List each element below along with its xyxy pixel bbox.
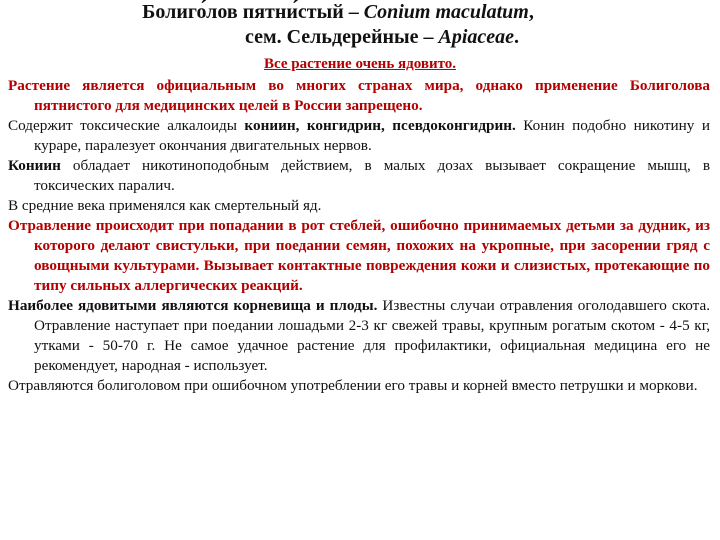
body-text [8,76,710,396]
paragraph-misuse: Отравляются болиголовом при ошибочном употреблении его травы и корней вместо петрушки и моркови. [8,377,698,394]
paragraph-history: В средние века применялся как смертельный яд. [8,197,322,214]
title-russian-name: Болиго́лов пятни́стый – [142,1,364,23]
paragraph-alkaloids [8,116,710,156]
alkaloids-list: кониин, конгидрин, псевдоконгидрин. [244,117,516,134]
toxicity-notice [0,55,720,73]
toxicity-notice-text: Все растение очень ядовито. [263,56,457,72]
coniine-term: Кониин [8,157,61,174]
title-line-1 [0,0,698,24]
title-comma: , [528,1,534,23]
coniine-effect: обладает никотиноподобным действием, в малых дозах вызывает сокращение мышц, в токсических паралич. [34,157,710,194]
paragraph-coniine [8,156,710,196]
alkaloids-effect: Конин подобно никотину и кураре, паралезует окончания двигательных нервов. [34,117,710,154]
family-russian-name: сем. Сельдерейные – [244,26,439,48]
title-line-2 [22,25,720,49]
family-latin-name: Apiaceae [438,26,515,48]
toxic-parts-details: Известны случаи отравления оголодавшего скота. Отравление наступает при поедании лошадьми 2-3 кг свежей травы, крупным рогатым скотом - 4-5 кг, утками - 50-70 г. Не самое удачное растение для профилактики, официальная медицина его не рекомендует, народная - использует. [34,297,710,374]
toxic-parts-heading: Наиболее ядовитыми являются корневища и плоды. [8,297,378,314]
family-period: . [514,26,520,48]
paragraph-toxic-parts [8,296,710,376]
title-latin-name: Conium maculatum [363,1,529,23]
paragraph-poisoning: Отравление происходит при попадании в рот стеблей, ошибочно принимаемых детьми за дудник, из которого делают свистульки, при поедании семян, похожих на укропные, при засорении гряд с овощными культурами. Вызывает контактные повреждения кожи и слизистых, протекающие по типу сильных аллергических реакций. [8,217,710,294]
paragraph-legal-status: Растение является официальным во многих странах мира, однако применение Болиголова пятнистого для медицинских целей в России запрещено. [8,77,710,114]
alkaloids-intro: Содержит токсические алкалоиды [8,117,245,134]
